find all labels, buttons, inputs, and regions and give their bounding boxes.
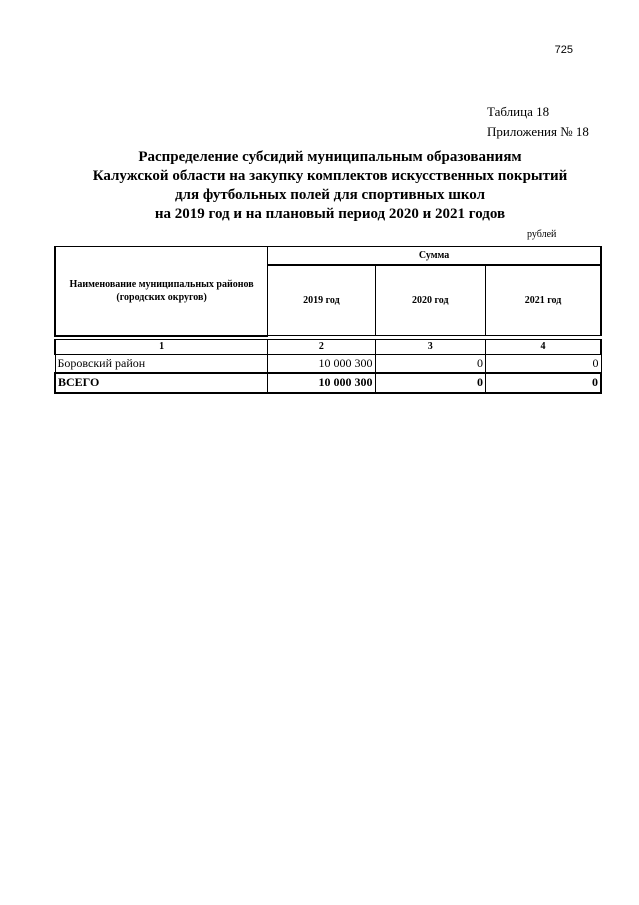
column-number: 4 <box>485 339 601 354</box>
column-number: 3 <box>375 339 485 354</box>
row-name: Боровский район <box>55 354 268 373</box>
header-year-2021: 2021 год <box>485 265 601 336</box>
table-row <box>55 354 601 373</box>
title-line: для футбольных полей для спортивных школ <box>174 187 486 203</box>
document-title <box>40 148 620 224</box>
title-line: на 2019 год и на плановый период 2020 и 2021 годов <box>154 206 506 222</box>
total-label: ВСЕГО <box>55 373 268 393</box>
table-reference: Таблица 18 <box>487 104 550 119</box>
row-value-2019: 10 000 300 <box>268 354 375 373</box>
total-value-2019: 10 000 300 <box>268 373 375 393</box>
header-year-2020: 2020 год <box>375 265 485 336</box>
units-label: рублей <box>527 229 557 240</box>
total-value-2021: 0 <box>485 373 601 393</box>
row-value-2021: 0 <box>485 354 601 373</box>
page-number: 725 <box>554 44 573 56</box>
header-sum: Сумма <box>268 247 601 266</box>
title-line: Распределение субсидий муниципальным образованиям <box>138 149 522 165</box>
title-line: Калужской области на закупку комплектов искусственных покрытий <box>92 168 568 184</box>
annex-reference: Приложения № 18 <box>487 124 589 139</box>
header-municipality-name: Наименование муниципальных районов (городских округов) <box>55 247 268 336</box>
column-number: 2 <box>268 339 375 354</box>
row-value-2020: 0 <box>375 354 485 373</box>
header-year-2019: 2019 год <box>268 265 375 336</box>
subsidy-table <box>54 246 602 394</box>
total-value-2020: 0 <box>375 373 485 393</box>
column-number: 1 <box>55 339 268 354</box>
total-row <box>55 373 601 393</box>
